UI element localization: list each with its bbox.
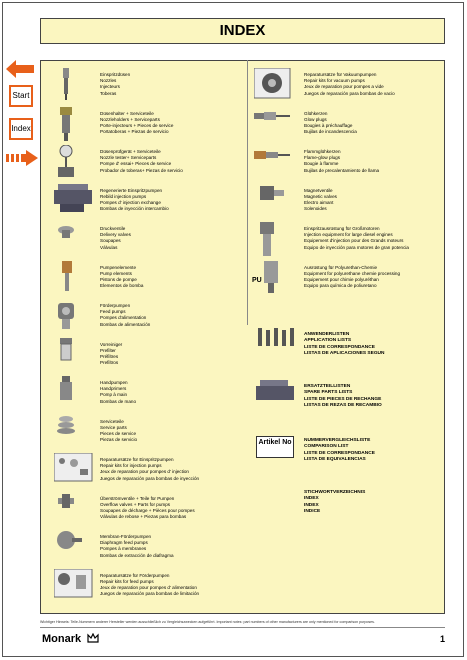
left-entry-text (100, 188, 169, 213)
diaphragm-pump-icon (54, 530, 94, 564)
left-entry-line: Einspritzdüsen (100, 72, 131, 77)
list-entry-line: LISTE DE PIECES DE RECHANGE (304, 396, 382, 402)
pump-element-icon (54, 261, 94, 295)
left-entry-line: Regenerierte Einspritzpumpen (100, 187, 163, 193)
left-entry-line: Rebild injection pumps (100, 193, 147, 199)
right-entry-line: Equipment for polyurethane chemie processing (304, 270, 401, 276)
feed-pump-icon (54, 299, 94, 333)
column-divider (247, 60, 248, 325)
footnote: Wichtiger Hinweis: Teile-Nummern anderer Hersteller werden ausschließlich zu Vergleichszwecken aufgeführt. Important notes: part numbers of other manufacturers are only mentioned for comparison purposes. (40, 620, 375, 624)
right-entry-line: Bujilas de precalentamiento de llama (304, 167, 380, 173)
right-entry-line: Einspritzausrüstung für Großmotoren (304, 226, 380, 231)
list-entry-text (304, 438, 375, 463)
flame-plug-icon (254, 145, 294, 179)
left-entry-line: Soupapes de décharge + Pièces pour pompes (100, 507, 195, 513)
page-title: INDEX (40, 18, 445, 44)
overflow-valve-icon (54, 492, 94, 526)
right-entry-line: Flame-glow plugs (304, 155, 340, 161)
left-entry-line: Bombas de mano (100, 398, 137, 404)
left-entry-line: Prefilter (100, 347, 116, 353)
injectors-group-icon (256, 328, 296, 352)
list-entry-text (304, 384, 382, 409)
left-entry-line: Düsenhalter + Serviceteile (100, 110, 154, 116)
left-entry-line: Bombas de inyección intercambio (100, 206, 169, 212)
right-entry-text (304, 111, 357, 136)
repair-kit-icon (54, 453, 94, 487)
list-entry-line: NUMMERVERGLEICHSLISTE (304, 438, 371, 443)
injection-pump-icon (54, 184, 94, 218)
left-entry-line: Pompes d' injection exchange (100, 199, 161, 205)
left-entry-line: Juegos de reparación para bombas de inyección (100, 475, 200, 481)
left-entry-line: Feed pumps (100, 309, 126, 315)
right-entry-line: Juegos de reparación para bombas de vacio (304, 90, 395, 96)
list-entry-line: ERSATZTEILLISTEN (304, 384, 351, 389)
footer-divider (40, 627, 445, 628)
prefilter-icon (54, 338, 94, 372)
delivery-valve-icon (54, 222, 94, 256)
forward-arrow-icon[interactable] (6, 150, 38, 166)
right-entry-text (304, 72, 395, 97)
left-entry-line: Bombas de alimentación (100, 321, 151, 327)
list-entry-line: STICHWORTVERZEICHNIS (304, 490, 366, 495)
right-entry-text (304, 149, 379, 174)
left-entry-line: Handprimers (100, 386, 127, 392)
right-entry-text (304, 265, 400, 290)
feed-pump-kit-icon (54, 569, 94, 603)
index-button[interactable]: Index (9, 118, 33, 140)
left-entry-line: Serviceteile (100, 418, 124, 424)
left-entry-line: Förderpumpen (100, 303, 131, 308)
left-entry-line: Repair kits for injection pumps (100, 463, 162, 469)
list-entry-line: LISTAS DE APLICACIONES SEGUN (304, 350, 385, 356)
left-entry-line: Porte-injecteurs + Pieces de service (100, 122, 174, 128)
right-entry-line: Bougies à préchauffage (304, 122, 353, 128)
left-entry-line: Pumpenelemente (100, 264, 137, 270)
right-entry-line: Equipo para química de poliuretano (304, 283, 377, 289)
left-entry-line: Overflow valves + Parts for pumps (100, 501, 171, 507)
left-entry-line: Vorreiniger (100, 341, 123, 347)
right-entry-line: Magnetic valves (304, 193, 337, 199)
right-entry-line: Solenoides (304, 206, 327, 212)
left-entry-line: Nozzle tester+ Serviceparts (100, 155, 157, 161)
left-entry-line: Elementos de bomba (100, 283, 144, 289)
left-entry-line: Piezas de servicio (100, 437, 138, 443)
right-entry-line: Equipo de inyección para motores de gran potencia (304, 244, 409, 250)
left-entry-line: Repair kits for feed pumps (100, 578, 154, 584)
left-entry-line: Pompe d' essai+ Pieces de service (100, 161, 172, 167)
left-entry-line: Nozzles (100, 78, 117, 84)
page-number: 1 (439, 634, 445, 644)
right-entry-line: Bougie à flamme (304, 161, 339, 167)
left-entry-text (100, 149, 183, 174)
left-entry-text (100, 419, 137, 444)
list-entry-line: APPLICATION LISTS (304, 338, 352, 344)
article-no-badge: Artikel No (256, 436, 294, 458)
magnetic-valve-icon (254, 184, 294, 218)
left-entry-line: Préfiltres (100, 353, 119, 359)
list-entry-line: INDEX (304, 496, 319, 502)
left-entry-line: Delivery valves (100, 232, 131, 238)
list-entry-text (304, 332, 385, 357)
right-entry-text (304, 188, 337, 213)
right-entry-line: Repair kits for vacuum pumps (304, 78, 365, 84)
left-entry-text (100, 72, 130, 97)
right-entry-line: Glow plugs (304, 116, 327, 122)
list-entry-line: SPARE PARTS LISTS (304, 390, 353, 396)
list-entry-line: INDEX (304, 502, 319, 508)
left-entry-line: Pump elements (100, 270, 132, 276)
left-entry-line: Düsenprüfgerät + Serviceteile (100, 149, 161, 154)
right-entry-line: Injection equipment for large diesel engines (304, 232, 393, 238)
list-entry-line: LISTE DE CORRESPONDANCE (304, 450, 375, 456)
left-entry-line: Pompes à membranes (100, 546, 147, 552)
left-entry-text (100, 573, 199, 598)
left-entry-line: Reparatursätze für Einspritzpumpen (100, 457, 174, 462)
left-entry-line: Juegos de reparación para bombas de limitación (100, 591, 200, 597)
back-arrow-icon[interactable] (6, 60, 34, 78)
glow-plug-icon (254, 107, 294, 141)
list-entry-line: INDICE (304, 508, 321, 514)
left-entry-line: Reparatursätze für Förderpumpen (100, 572, 170, 578)
nozzle-tester-icon (54, 145, 94, 179)
large-engine-icon (254, 222, 294, 256)
right-entry-line: Reparatursätze für Vakuumpumpen (304, 72, 377, 77)
right-entry-line: Equipement pour chimie polyuréthan (304, 276, 379, 282)
right-entry-line: Flammglühkerzen (304, 149, 341, 154)
pump-assembly-icon (256, 380, 296, 404)
vacuum-kit-icon (254, 68, 294, 102)
left-entry-text (100, 265, 143, 290)
right-entry-line: Equipement d'injection pour des Grands moteurs (304, 238, 404, 244)
brand-text: Monark (42, 633, 82, 645)
service-parts-icon (54, 415, 94, 449)
left-entry-text (100, 496, 195, 521)
right-entry-line: Ausrüstung für Polyurethan-Chemie (304, 264, 378, 270)
left-entry-line: Service parts (100, 424, 127, 430)
left-entry-text (100, 534, 174, 559)
brand-name (42, 633, 99, 645)
list-entry-line: LISTA DE EQUIVALENCIAS (304, 456, 366, 462)
list-entry-text (304, 490, 365, 515)
left-entry-text (100, 226, 131, 251)
right-entry-text (304, 226, 409, 251)
left-entry-line: Portatoberas + Piezas de servicio (100, 129, 169, 135)
left-entry-line: Probador de toberas+ Piezas de servicio (100, 167, 183, 173)
left-entry-line: Pistons de pompe (100, 276, 137, 282)
left-entry-line: Bombas de extracción de diafragma (100, 552, 174, 558)
left-entry-line: Toberas (100, 90, 117, 96)
left-entry-line: Membran-Förderpumpen (100, 534, 152, 539)
left-entry-line: Handpumpen (100, 380, 128, 385)
left-entry-line: Pomp à main (100, 392, 128, 398)
left-entry-text (100, 111, 173, 136)
left-entry-line: Pompes d'alimentation (100, 315, 147, 321)
crown-logo-icon (87, 633, 99, 643)
left-entry-line: Überströmventile + Teile für Pumpen (100, 495, 175, 501)
left-entry-line: Diaphragm feed pumps (100, 540, 148, 546)
list-entry-line: LISTAS DE REZAS DE RECAMBIO (304, 402, 382, 408)
left-entry-text (100, 380, 136, 405)
right-entry-line: Bujilas de incandescencia (304, 129, 357, 135)
right-entry-line: Magnetventile (304, 187, 333, 193)
start-button[interactable]: Start (9, 85, 33, 107)
nozzle-holder-icon (54, 107, 94, 141)
left-entry-text (100, 342, 122, 367)
left-entry-line: Druckventile (100, 226, 126, 231)
list-entry-line: ANWENDERLISTEN (304, 332, 350, 337)
left-entry-line: Jeux de reparation pour pompes d' alimentation (100, 584, 197, 590)
left-entry-line: Injecteurs (100, 84, 120, 90)
pu-label: PU (252, 276, 262, 284)
right-entry-line: Glühkerzen (304, 110, 328, 116)
left-entry-text (100, 303, 150, 328)
left-entry-line: Válvulas de rebose + Piezas para bombas (100, 514, 187, 520)
left-entry-line: Nozzleholders + Serviceparts (100, 116, 160, 122)
left-entry-line: Pieces de service (100, 430, 137, 436)
left-entry-text (100, 457, 199, 482)
left-entry-line: Válvulas (100, 244, 118, 250)
nozzle-icon (54, 68, 94, 102)
handprimer-icon (54, 376, 94, 410)
list-entry-line: LISTE DE CORRESPONDANCE (304, 344, 375, 350)
left-entry-line: Jeux de reparation pour pompes d' injection (100, 469, 189, 475)
left-entry-line: Prefiltros (100, 360, 119, 366)
right-entry-line: Electro aimant (304, 199, 334, 205)
left-entry-line: Soupapes (100, 238, 121, 244)
right-entry-line: Jeux de reparation pour pompes a vide (304, 84, 384, 90)
list-entry-line: COMPARISON LIST (304, 444, 349, 450)
